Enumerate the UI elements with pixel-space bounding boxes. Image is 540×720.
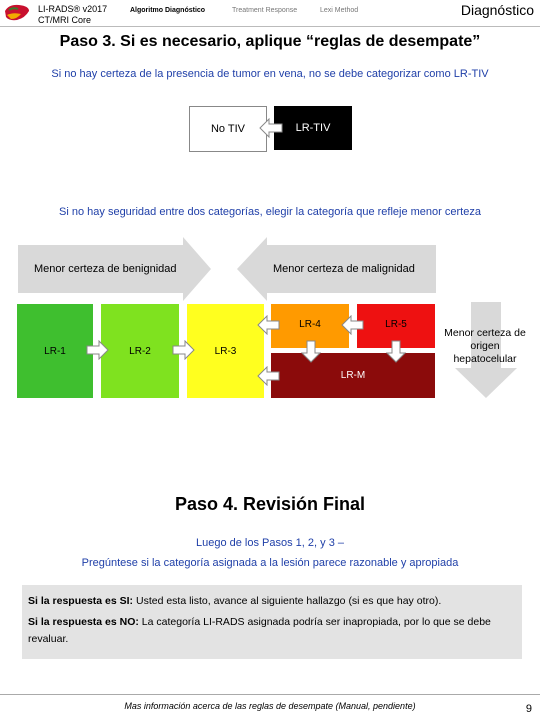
footer-link[interactable]: Mas información acerca de las reglas de desempate (Manual, pendiente) <box>124 701 416 711</box>
no-answer <box>28 614 516 648</box>
lr2-box: LR-2 <box>101 304 179 398</box>
lr4-label: LR-4 <box>299 318 321 330</box>
lr5-label: LR-5 <box>385 318 407 330</box>
final-review-box <box>22 585 522 659</box>
step4-title: Paso 4. Revisión Final <box>174 494 366 514</box>
brand-title: LI-RADS® v2017 <box>38 4 108 14</box>
arrow-right-icon <box>172 340 196 360</box>
brand <box>38 4 107 26</box>
section-title: Diagnóstico <box>460 2 534 18</box>
nav-treatment-response[interactable]: Treatment Response <box>232 7 298 14</box>
nav-lexicon[interactable]: Lexi Method <box>320 7 359 14</box>
liver-logo-icon <box>3 3 31 23</box>
step3-title: Paso 3. Si es necesario, aplique “reglas de desempate” <box>59 33 481 50</box>
hepatocellular-label: Menor certeza de origen hepatocelular <box>444 327 526 365</box>
yes-text: Usted esta listo, avance al siguiente hallazgo (si es que hay otro). <box>133 595 442 607</box>
arrow-left-icon <box>256 366 280 386</box>
step4-line1: Luego de los Pasos 1, 2, y 3 – <box>196 537 344 549</box>
yes-label: Si la respuesta es SI: <box>28 595 134 607</box>
nav-diagnostic[interactable]: Algoritmo Diagnóstico <box>130 7 206 14</box>
lr3-box: LR-3 <box>187 304 264 398</box>
step4-line2: Pregúntese si la categoría asignada a la lesión parece razonable y apropiada <box>81 557 459 569</box>
lr-tiv-box: LR-TIV <box>274 106 352 150</box>
no-label: Si la respuesta es NO: <box>28 616 139 628</box>
arrow-right-icon <box>86 340 110 360</box>
malign-arrow-label: Menor certeza de malignidad <box>273 263 415 275</box>
lrm-box <box>271 353 435 398</box>
arrow-down-icon <box>301 340 321 364</box>
benign-arrow-label: Menor certeza de benignidad <box>34 263 177 275</box>
lr1-box: LR-1 <box>17 304 93 398</box>
arrow-left-icon <box>258 118 284 138</box>
lrm-label: LR-M <box>340 370 366 381</box>
no-tiv-box: No TIV <box>189 106 267 152</box>
no-text: La categoría LI-RADS asignada podría ser inapropiada, por lo que se debe revaluar. <box>28 616 491 645</box>
header-divider <box>0 26 540 27</box>
yes-answer <box>28 593 516 610</box>
arrow-left-icon <box>340 315 364 335</box>
brand-subtitle: CT/MRI Core <box>38 15 92 25</box>
arrow-left-icon <box>256 315 280 335</box>
arrow-down-icon <box>386 340 406 364</box>
category-note: Si no hay seguridad entre dos categorías, elegir la categoría que refleje menor certeza <box>59 206 481 218</box>
tiv-note: Si no hay certeza de la presencia de tumor en vena, no se debe categorizar como LR-TIV <box>51 68 489 80</box>
page-number: 9 <box>525 703 532 715</box>
footer-divider <box>0 694 540 695</box>
